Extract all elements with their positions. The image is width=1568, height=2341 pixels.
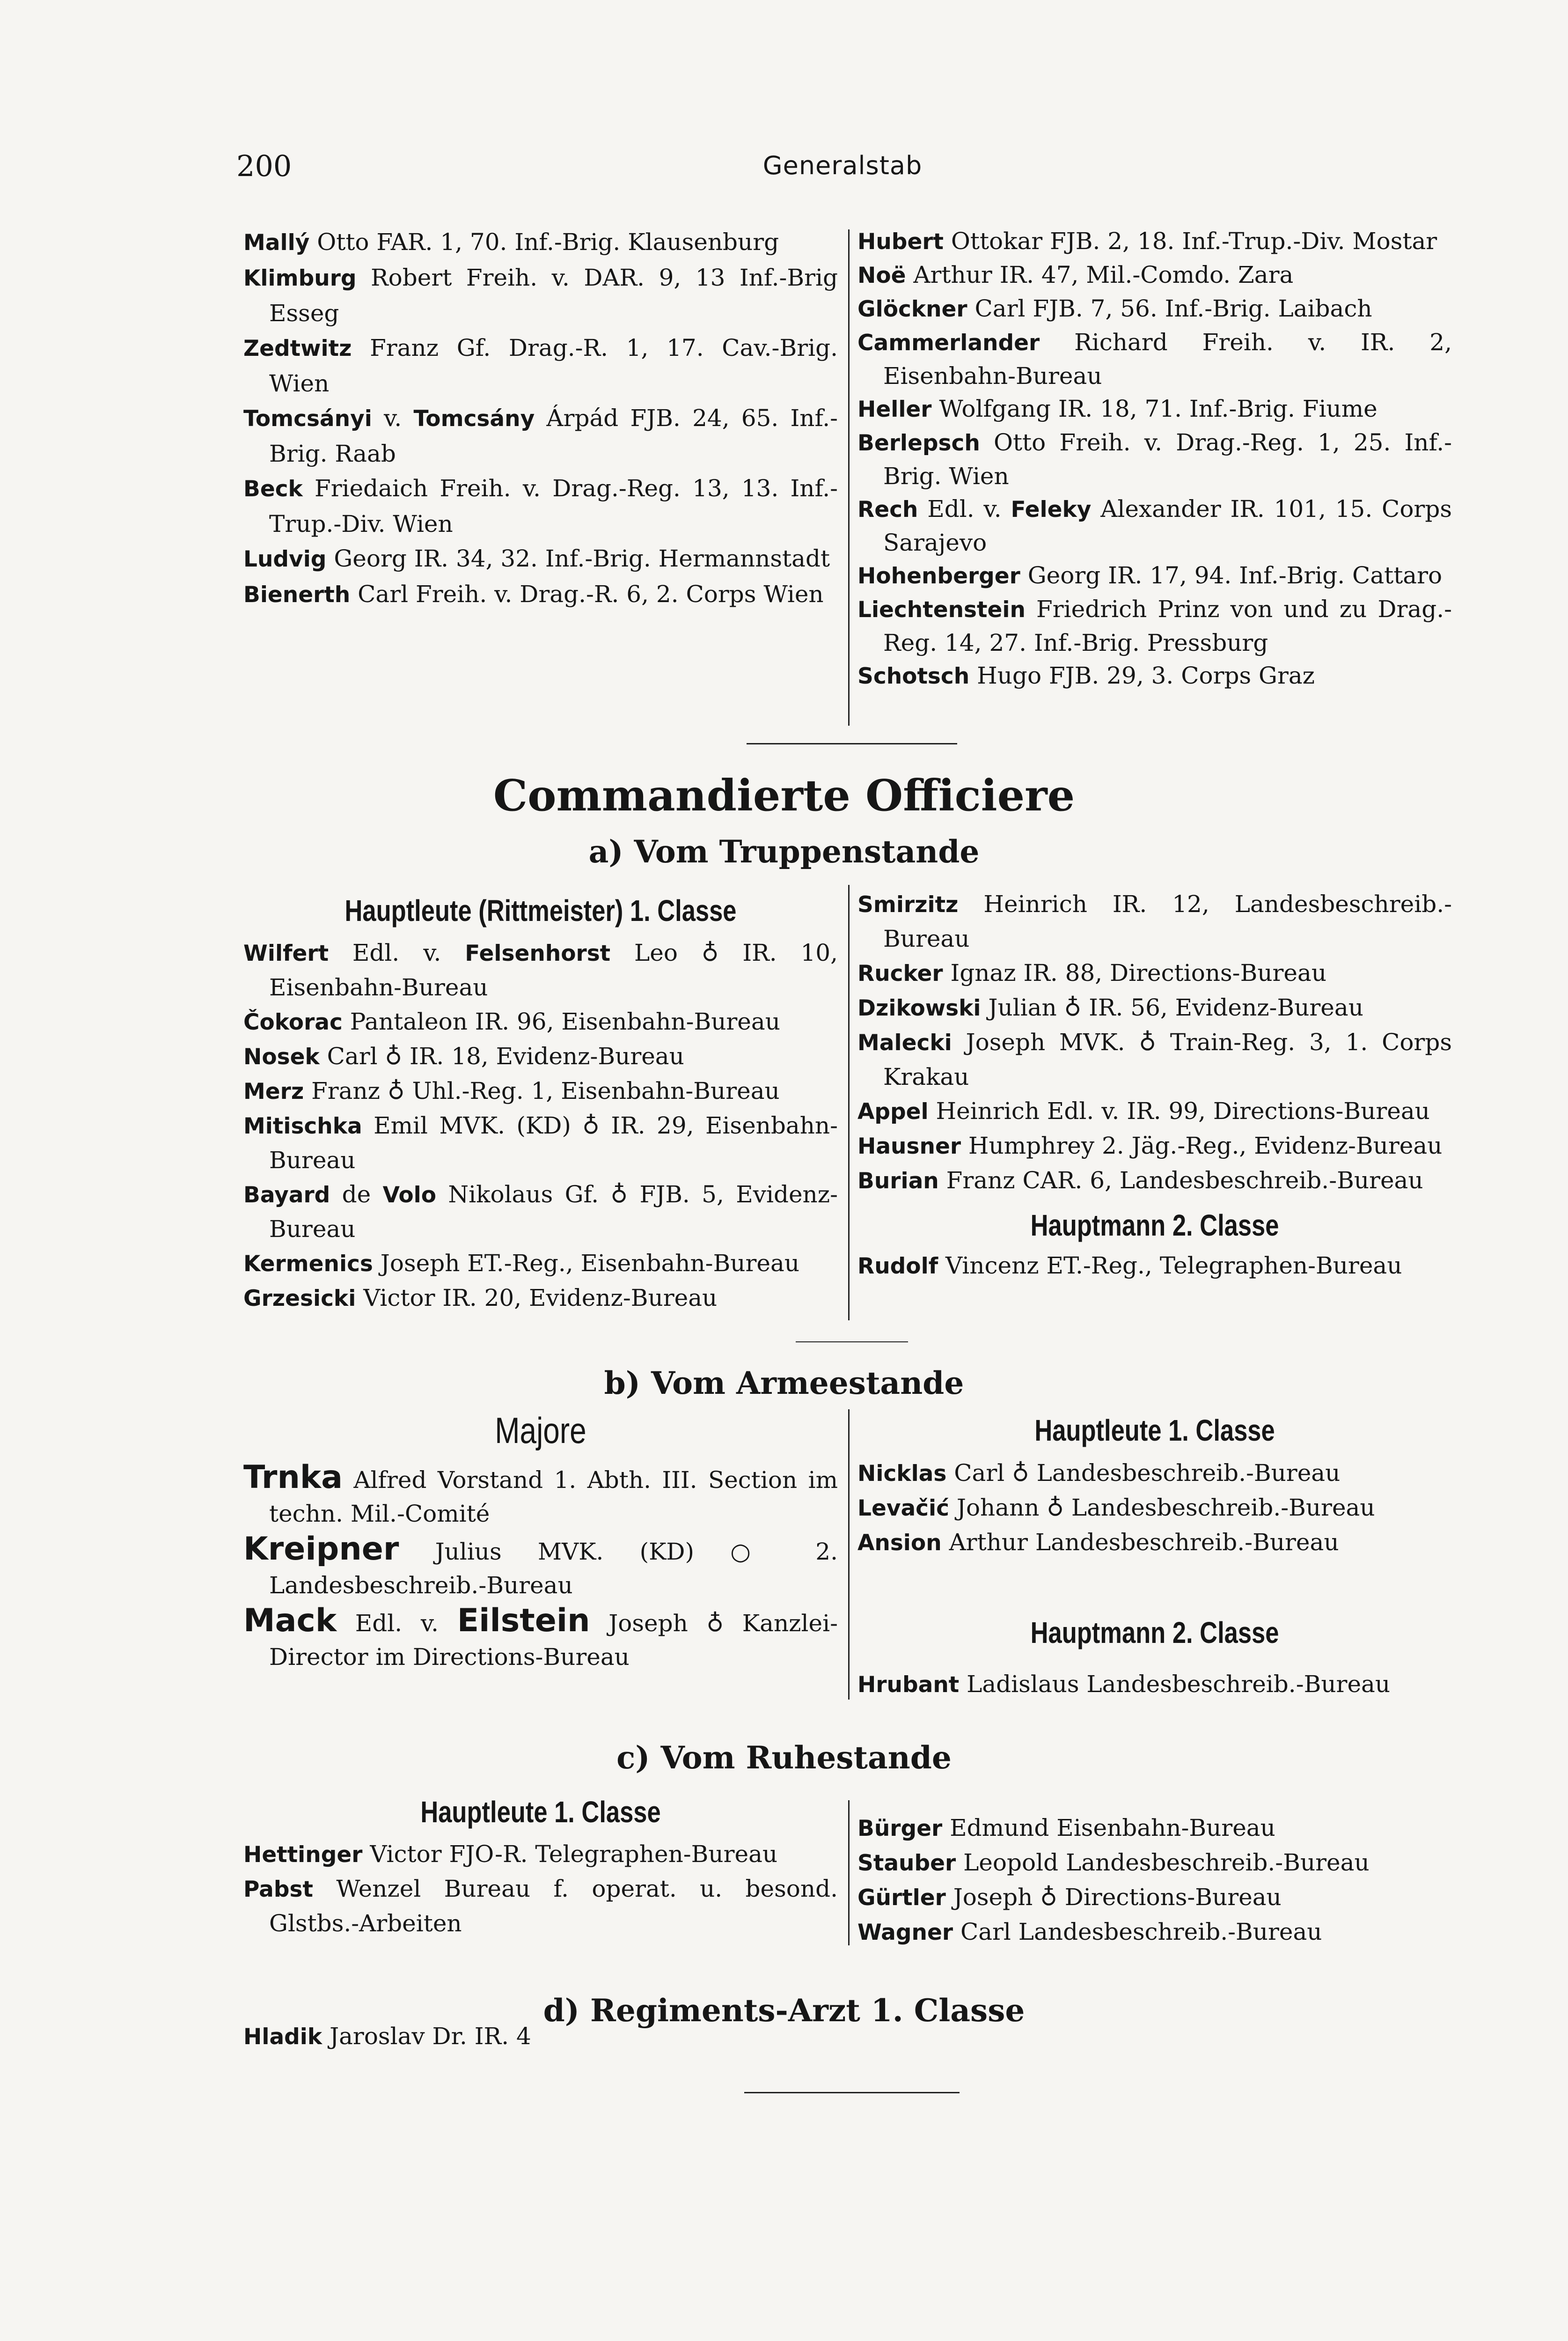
officer-surname: Burian (857, 1168, 939, 1194)
column-divider (848, 1800, 850, 1945)
officer-entry (857, 1163, 1452, 1198)
officer-list (243, 2019, 838, 2054)
subsection-a-title: a) Vom Truppenstande (588, 833, 980, 870)
officer-entry (857, 991, 1452, 1025)
officer-details: Carl Freih. v. Drag.-R. 6, 2. Corps Wien (350, 581, 824, 608)
officer-details: Arthur IR. 47, Mil.-Comdo. Zara (906, 261, 1294, 288)
officer-details: Johann (949, 1494, 1047, 1521)
officer-entry (857, 887, 1452, 956)
officer-entry (857, 956, 1452, 991)
officer-details: Kanzlei-Director im Directions-Bureau (269, 1610, 838, 1671)
decoration-icon: ♁ (1040, 1884, 1057, 1911)
rank-heading: Majore (495, 1410, 586, 1451)
officer-entry (857, 426, 1452, 493)
officer-entry (857, 1025, 1452, 1094)
officer-details: Landesbeschreib.-Bureau (1029, 1459, 1341, 1487)
officer-details: Georg IR. 34, 32. Inf.-Brig. Hermannstadt (326, 545, 830, 572)
name-particle: de (330, 1181, 383, 1208)
officer-details: Train-Reg. 3, 1. Corps Krakau (883, 1029, 1452, 1090)
officer-details: Humphrey 2. Jäg.-Reg., Evidenz-Bureau (961, 1132, 1443, 1159)
officer-surname: Malecki (857, 1030, 952, 1056)
officer-surname: Rech (857, 497, 918, 523)
officer-entry (243, 331, 838, 401)
officer-details: Leo (610, 939, 702, 966)
officer-list (243, 936, 838, 1316)
end-rule (744, 2092, 960, 2093)
name-particle: v. (372, 405, 414, 432)
officer-surname: Nosek (243, 1044, 320, 1070)
officer-details: Julius MVK. (KD) (399, 1538, 731, 1565)
officer-details: Alfred Vorstand 1. Abth. III. Section im techn. Mil.-Comité (269, 1466, 838, 1527)
officer-entry (857, 593, 1452, 659)
officer-entry (243, 1039, 838, 1074)
officer-entry (857, 1811, 1452, 1846)
officer-entry (243, 1604, 838, 1674)
officer-surname: Bienerth (243, 582, 351, 608)
officer-details: Otto FAR. 1, 70. Inf.-Brig. Klausenburg (309, 228, 779, 256)
officer-entry (243, 1246, 838, 1281)
officer-surname: Liechtenstein (857, 597, 1026, 623)
officer-details: Ladislaus Landesbeschreib.-Bureau (959, 1671, 1391, 1698)
officer-surname: Klimburg (243, 265, 357, 291)
officer-surname: Hladik (243, 2024, 322, 2050)
officer-surname: Noë (857, 263, 906, 288)
officer-surname: Grzesicki (243, 1286, 356, 1311)
officer-details: Leopold Landesbeschreib.-Bureau (956, 1849, 1370, 1876)
officer-details: Jaroslav Dr. IR. 4 (322, 2023, 531, 2050)
subsection-b-right (857, 1405, 1452, 1702)
officer-surname: Heller (857, 397, 932, 422)
officer-details: Ottokar FJB. 2, 18. Inf.-Trup.-Div. Mostar (943, 228, 1437, 255)
subsection-a-left (243, 887, 838, 1316)
officer-details: Nikolaus Gf. (436, 1181, 611, 1208)
officer-entry (857, 225, 1452, 258)
officer-surname: Smirzitz (857, 892, 959, 918)
officer-surname: Merz (243, 1079, 304, 1104)
subsection-b-left (243, 1405, 838, 1676)
officer-entry (243, 936, 838, 1005)
officer-surname: Nicklas (857, 1461, 947, 1487)
section-title: Commandierte Officiere (493, 770, 1075, 821)
officer-details: Árpád FJB. 24, 65. Inf.-Brig. Raab (269, 405, 838, 467)
officer-surname: Dzikowski (857, 995, 981, 1021)
officer-details: Joseph MVK. (952, 1029, 1139, 1056)
officer-entry (857, 292, 1452, 326)
decoration-icon: ♁ (701, 939, 719, 966)
officer-details: IR. 18, Evidenz-Bureau (402, 1043, 684, 1070)
officer-surname: Tomcsányi (243, 406, 372, 432)
officer-entry (857, 1094, 1452, 1129)
officer-details: Ignaz IR. 88, Directions-Bureau (943, 959, 1327, 986)
subsection-c-right (857, 1811, 1452, 1950)
officer-surname: Gürtler (857, 1885, 946, 1911)
officer-details: Carl Landesbeschreib.-Bureau (953, 1918, 1322, 1945)
officer-entry (243, 1005, 838, 1039)
section-rule (796, 1341, 908, 1342)
decoration-icon: ○ (730, 1538, 780, 1565)
subsection-c-title: c) Vom Ruhestande (616, 1739, 952, 1776)
officer-entry (857, 1525, 1452, 1560)
officer-entry (857, 559, 1452, 593)
officer-entry (243, 1074, 838, 1109)
officer-surname: Stauber (857, 1850, 956, 1876)
subsection-d-title: d) Regiments-Arzt 1. Classe (543, 1992, 1025, 2029)
officer-surname: Glöckner (857, 296, 967, 322)
officer-surname: Hubert (857, 229, 944, 255)
officer-details: Wenzel Bureau f. operat. u. besond. Glstbs.-Arbeiten (269, 1875, 838, 1937)
officer-entry (857, 1456, 1452, 1491)
officer-details: Friedaich Freih. v. Drag.-Reg. 13, 13. Inf.-Trup.-Div. Wien (269, 475, 838, 537)
officer-details: Edmund Eisenbahn-Bureau (942, 1814, 1275, 1841)
officer-details: 2. Landesbeschreib.-Bureau (269, 1538, 838, 1599)
officer-entry (243, 225, 838, 260)
officer-surname: Bürger (857, 1816, 943, 1841)
officer-details: IR. 10, Eisenbahn-Bureau (269, 939, 838, 1001)
officer-details: Directions-Bureau (1057, 1884, 1282, 1911)
officer-surname: Čokorac (243, 1009, 343, 1035)
officer-surname: Felsenhorst (465, 941, 611, 966)
subsection-a-right (857, 887, 1452, 1283)
officer-surname: Ludvig (243, 546, 327, 572)
officer-details: Alexander IR. 101, 15. Corps Sarajevo (883, 495, 1452, 556)
officer-details: Franz CAR. 6, Landesbeschreib.-Bureau (938, 1167, 1423, 1194)
officer-surname: Ansion (857, 1530, 942, 1556)
officer-details: Emil MVK. (KD) (362, 1112, 583, 1139)
subsection-d-left (243, 2019, 838, 2054)
decoration-icon: ♁ (706, 1610, 724, 1637)
officer-details: Carl (946, 1459, 1012, 1487)
officer-entry (857, 1667, 1452, 1702)
officer-details: Heinrich Edl. v. IR. 99, Directions-Bureau (928, 1097, 1430, 1125)
officer-list (857, 1249, 1452, 1283)
rank-heading: Hauptleute (Rittmeister) 1. Classe (344, 894, 737, 928)
officer-entry (857, 1249, 1452, 1283)
officer-details: IR. 56, Evidenz-Bureau (1081, 994, 1363, 1021)
decoration-icon: ♁ (582, 1112, 600, 1139)
officer-surname: Hettinger (243, 1842, 363, 1868)
officer-details: IR. 29, Eisenbahn-Bureau (269, 1112, 838, 1174)
officer-entry (243, 260, 838, 331)
officer-surname: Beck (243, 476, 303, 502)
officer-entry (243, 541, 838, 577)
officer-surname: Hohenberger (857, 563, 1020, 589)
officer-entry (243, 2019, 838, 2054)
officer-details: Heinrich IR. 12, Landesbeschreib.-Bureau (883, 891, 1452, 952)
officer-surname: Wilfert (243, 941, 329, 966)
officer-surname: Tomcsány (413, 406, 535, 432)
top-right-column (857, 225, 1452, 693)
officer-entry (857, 1880, 1452, 1915)
section-rule (747, 743, 957, 744)
officer-entry (243, 1461, 838, 1531)
officer-entry (857, 392, 1452, 426)
officer-surname: Kreipner (243, 1531, 399, 1568)
officer-details: Landesbeschreib.-Bureau (1064, 1494, 1375, 1521)
officer-surname: Rudolf (857, 1253, 938, 1279)
officer-surname: Mack (243, 1602, 337, 1639)
officer-entry (857, 1491, 1452, 1525)
officer-entry (857, 659, 1452, 693)
officer-details: Carl (319, 1043, 385, 1070)
officer-details: Julian (981, 994, 1064, 1021)
officer-details: Franz (304, 1077, 388, 1104)
officer-details: Pantaleon IR. 96, Eisenbahn-Bureau (342, 1008, 780, 1035)
column-divider (848, 885, 850, 1320)
officer-surname: Appel (857, 1099, 929, 1125)
officer-surname: Schotsch (857, 663, 970, 689)
officer-surname: Mallý (243, 230, 310, 256)
name-particle: Edl. v. (337, 1610, 457, 1637)
officer-details: Joseph (945, 1884, 1040, 1911)
decoration-icon: ♁ (1139, 1029, 1157, 1056)
officer-list (857, 1456, 1452, 1560)
rank-heading: Hauptmann 2. Classe (1030, 1208, 1279, 1242)
name-particle: Edl. v. (329, 939, 465, 966)
officer-entry (243, 1281, 838, 1316)
officer-surname: Berlepsch (857, 430, 980, 456)
officer-details: Uhl.-Reg. 1, Eisenbahn-Bureau (404, 1077, 780, 1104)
officer-entry (243, 577, 838, 612)
decoration-icon: ♁ (387, 1077, 405, 1104)
officer-entry (857, 1915, 1452, 1950)
officer-surname: Pabst (243, 1877, 313, 1902)
top-left-column (243, 225, 838, 612)
officer-entry (243, 1532, 838, 1602)
officer-list (243, 1837, 838, 1941)
officer-entry (857, 1846, 1452, 1880)
decoration-icon: ♁ (1012, 1459, 1029, 1487)
officer-entry (857, 258, 1452, 292)
officer-surname: Trnka (243, 1459, 343, 1496)
officer-details: Joseph (590, 1610, 707, 1637)
officer-details: Robert Freih. v. DAR. 9, 13 Inf.-Brig Esseg (269, 264, 838, 327)
page-number: 200 (236, 149, 292, 183)
officer-details: Georg IR. 17, 94. Inf.-Brig. Cattaro (1020, 562, 1443, 589)
officer-details: Vincenz ET.-Reg., Telegraphen-Bureau (938, 1252, 1402, 1279)
officer-list (857, 887, 1452, 1198)
rank-heading: Hauptleute 1. Classe (1034, 1413, 1275, 1447)
officer-entry (243, 1178, 838, 1246)
officer-details: Victor FJO-R. Telegraphen-Bureau (362, 1840, 778, 1868)
officer-details: Carl FJB. 7, 56. Inf.-Brig. Laibach (967, 295, 1372, 322)
officer-entry (857, 493, 1452, 559)
officer-entry (243, 1109, 838, 1178)
officer-surname: Eilstein (457, 1602, 590, 1639)
officer-entry (243, 401, 838, 471)
decoration-icon: ♁ (1047, 1494, 1064, 1521)
officer-surname: Cammerlander (857, 330, 1040, 356)
officer-surname: Feleky (1011, 497, 1092, 523)
officer-entry (857, 1129, 1452, 1163)
officer-details: Otto Freih. v. Drag.-Reg. 1, 25. Inf.-Brig. Wien (883, 429, 1452, 490)
officer-details: Richard Freih. v. IR. 2, Eisenbahn-Bureau (883, 329, 1452, 390)
officer-details: Hugo FJB. 29, 3. Corps Graz (969, 662, 1315, 689)
column-divider (848, 1409, 850, 1700)
officer-surname: Hausner (857, 1134, 961, 1159)
subsection-b-title: b) Vom Armeestande (604, 1365, 964, 1401)
officer-details: Joseph ET.-Reg., Eisenbahn-Bureau (373, 1250, 800, 1277)
officer-surname: Kermenics (243, 1251, 373, 1277)
name-particle: Edl. v. (918, 495, 1011, 523)
officer-list (243, 1461, 838, 1674)
officer-list (857, 1811, 1452, 1950)
running-header: Generalstab (762, 151, 923, 180)
decoration-icon: ♁ (385, 1043, 403, 1070)
officer-list (857, 1667, 1452, 1702)
officer-surname: Mitischka (243, 1113, 362, 1139)
decoration-icon: ♁ (1064, 994, 1082, 1021)
officer-details: Friedrich Prinz von und zu Drag.-Reg. 14, 27. Inf.-Brig. Pressburg (883, 596, 1452, 656)
officer-entry (243, 1872, 838, 1941)
rank-heading: Hauptleute 1. Classe (420, 1795, 661, 1829)
officer-surname: Rucker (857, 961, 943, 986)
officer-details: Franz Gf. Drag.-R. 1, 17. Cav.-Brig. Wien (269, 334, 838, 397)
officer-entry (857, 326, 1452, 392)
officer-surname: Bayard (243, 1182, 330, 1208)
officer-details: Wolfgang IR. 18, 71. Inf.-Brig. Fiume (931, 395, 1377, 422)
rank-heading: Hauptmann 2. Classe (1030, 1616, 1279, 1649)
officer-entry (243, 1837, 838, 1872)
officer-details: Victor IR. 20, Evidenz-Bureau (356, 1284, 718, 1311)
officer-surname: Zedtwitz (243, 336, 352, 361)
officer-surname: Wagner (857, 1920, 953, 1945)
officer-entry (243, 471, 838, 541)
officer-surname: Hrubant (857, 1672, 960, 1698)
officer-details: Arthur Landesbeschreib.-Bureau (941, 1529, 1339, 1556)
officer-details: FJB. 5, Evidenz-Bureau (269, 1181, 838, 1243)
officer-surname: Levačić (857, 1495, 950, 1521)
column-divider (848, 229, 850, 726)
subsection-c-left (243, 1789, 838, 1941)
officer-surname: Volo (382, 1182, 437, 1208)
decoration-icon: ♁ (610, 1181, 628, 1208)
